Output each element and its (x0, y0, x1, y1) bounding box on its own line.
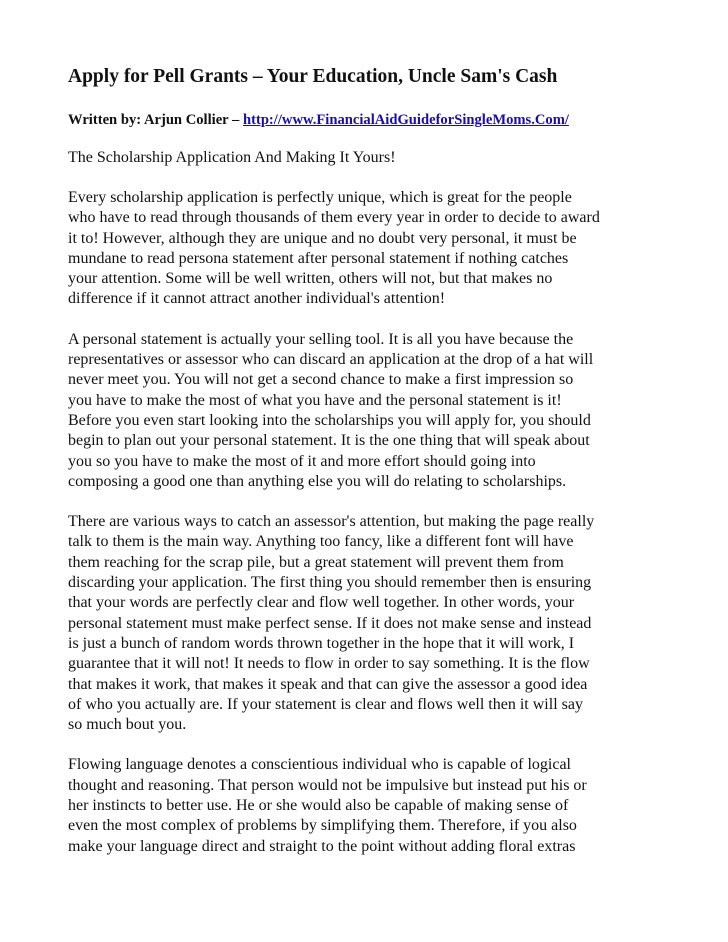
text-line: your attention. Some will be well written, others will not, but that makes no (68, 270, 553, 288)
website-link[interactable]: http://www.FinancialAidGuideforSingleMoms.Com/ (242, 112, 569, 128)
text-line: that your words are perfectly clear and flow well together. In other words, your (68, 594, 575, 612)
paragraph-1 (68, 188, 668, 310)
text-line: it to! However, although they are unique and no doubt very personal, it must be (68, 229, 577, 247)
text-line: A personal statement is actually your selling tool. It is all you have because the (68, 330, 574, 348)
text-line: you so you have to make the most of it and more effort should going into (68, 452, 536, 470)
text-line: you have to make the most of what you have and the personal statement is it! (68, 391, 562, 409)
text-line: her instincts to better use. He or she would also be capable of making sense of (68, 797, 569, 815)
text-line: Every scholarship application is perfectly unique, which is great for the people (68, 189, 572, 206)
text-line: begin to plan out your personal statement. It is the one thing that will speak about (68, 432, 590, 450)
text-line: There are various ways to catch an assessor's attention, but making the page really (68, 513, 595, 531)
text-line: representatives or assessor who can discard an application at the drop of a hat will (68, 351, 594, 369)
text-line: make your language direct and straight to the point without adding floral extras (68, 837, 576, 855)
text-line: personal statement must make perfect sense. If it does not make sense and instead (68, 614, 592, 632)
text-line: talk to them is the main way. Anything too fancy, like a different font will have (68, 533, 574, 551)
byline (68, 110, 668, 130)
document-title: Apply for Pell Grants – Your Education, Uncle Sam's Cash (68, 66, 558, 87)
body-text (68, 188, 668, 857)
paragraph-3 (68, 512, 668, 735)
text-line: that makes it work, that makes it speak and that can give the assessor a good idea (68, 675, 588, 693)
text-line: who have to read through thousands of them every year in order to decide to award (68, 209, 600, 227)
document-page (68, 64, 668, 877)
text-line: is just a bunch of random words thrown together in the hope that it will work, I (68, 634, 575, 652)
text-line: of who you actually are. If your statement is clear and flows well then it will say (68, 695, 583, 713)
text-line: discarding your application. The first thing you should remember then is ensuring (68, 574, 592, 592)
text-line: difference if it cannot attract another individual's attention! (68, 290, 446, 308)
text-line: guarantee that it will not! It needs to flow in order to say something. It is the flow (68, 655, 590, 673)
byline-author: Written by: Arjun Collier – (68, 112, 243, 128)
text-line: Flowing language denotes a conscientious individual who is capable of logical (68, 756, 571, 774)
text-line: thought and reasoning. That person would not be impulsive but instead put his or (68, 776, 587, 794)
paragraph-4 (68, 755, 668, 856)
text-line: them reaching for the scrap pile, but a great statement will prevent them from (68, 553, 564, 571)
text-line: so much bout you. (68, 716, 187, 734)
paragraph-2 (68, 330, 668, 492)
text-line: even the most complex of problems by simplifying them. Therefore, if you also (68, 817, 577, 835)
text-line: Before you even start looking into the scholarships you will apply for, you should (68, 411, 591, 429)
text-line: mundane to read persona statement after personal statement if nothing catches (68, 249, 569, 267)
section-subtitle: The Scholarship Application And Making It Yours! (68, 149, 396, 166)
text-line: never meet you. You will not get a second chance to make a first impression so (68, 371, 574, 389)
text-line: composing a good one than anything else you will do relating to scholarships. (68, 472, 567, 490)
